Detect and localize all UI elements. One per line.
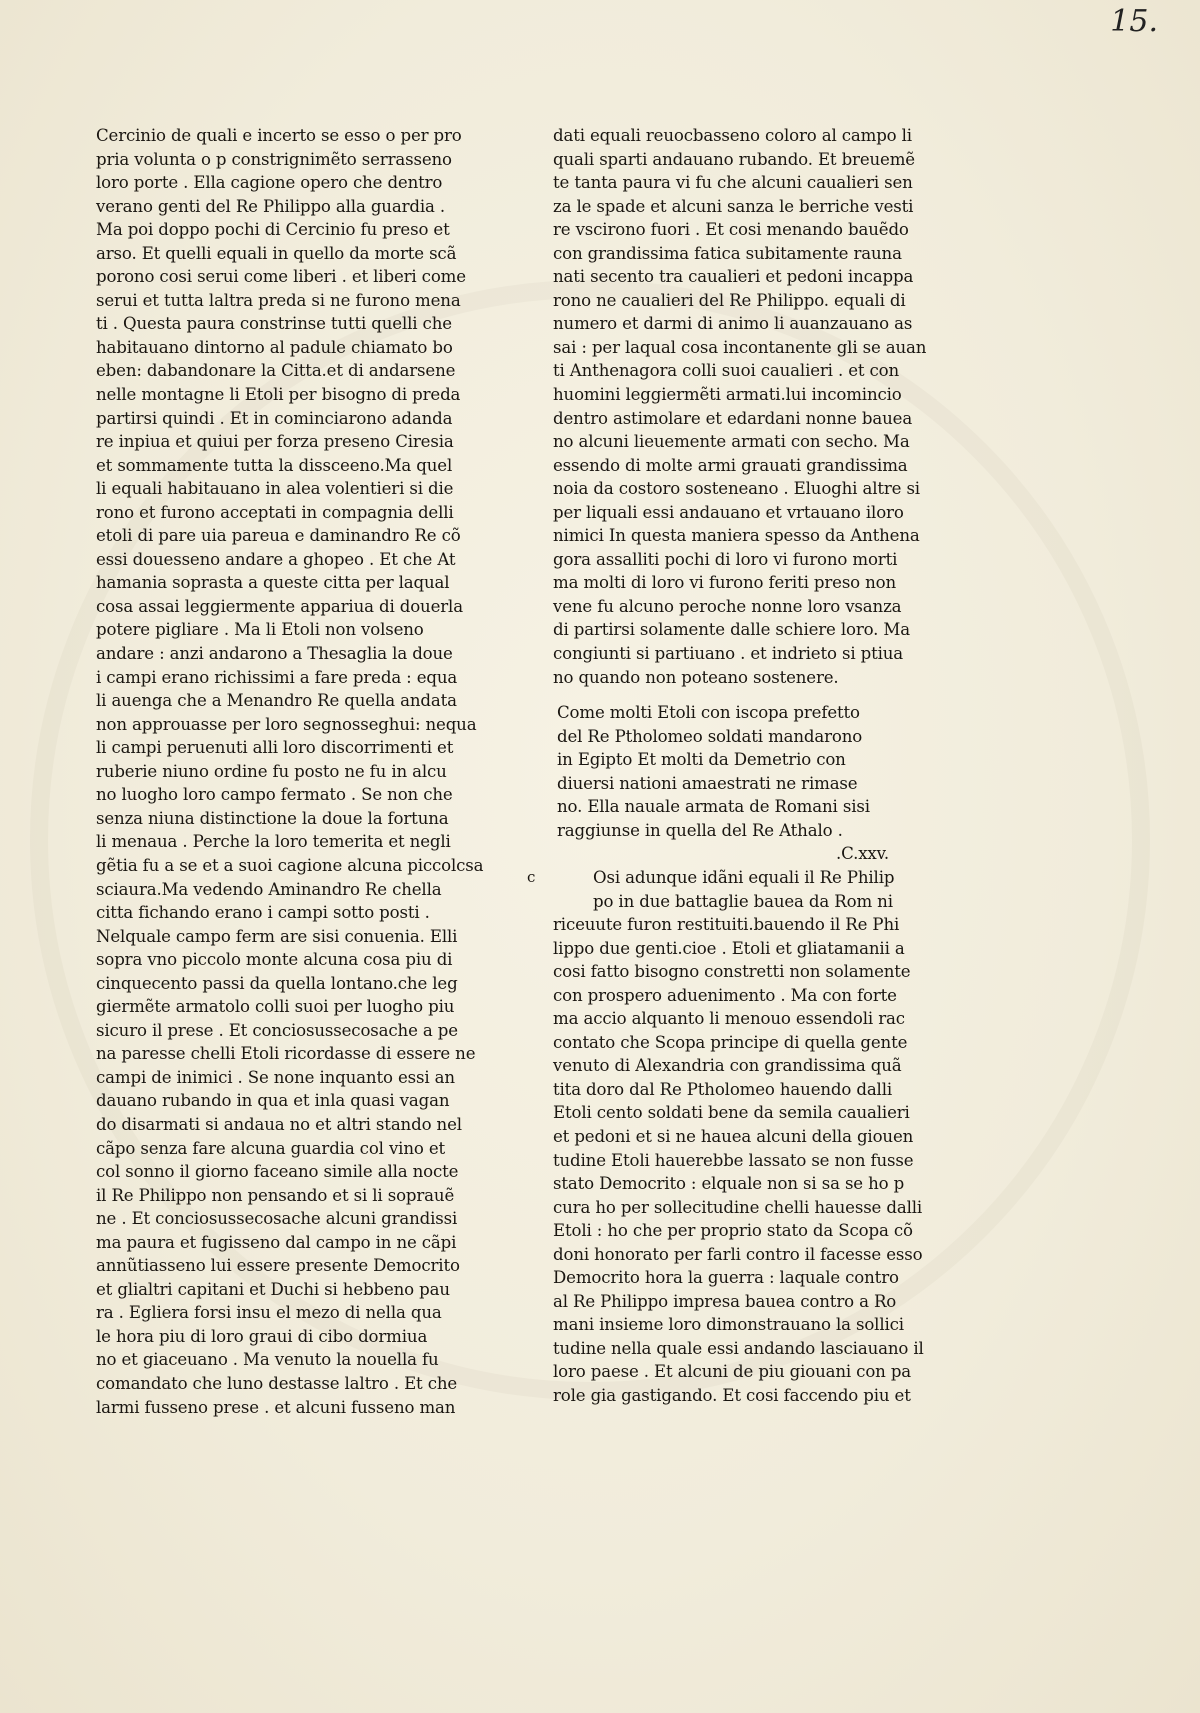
text-line: nelle montagne li Etoli per bisogno di preda	[96, 385, 461, 405]
text-line: za le spade et alcuni sanza le berriche vesti	[553, 196, 914, 216]
text-line: porono cosi serui come liberi . et liberi come	[96, 267, 466, 287]
text-line: et sommamente tutta la dissceeno.Ma quel	[96, 455, 453, 475]
text-line: arso. Et quelli equali in quello da morte scã	[96, 243, 457, 263]
text-line: sai : per laqual cosa incontanente gli se auan	[553, 337, 927, 357]
text-line: et pedoni et si ne hauea alcuni della giouen	[553, 1126, 914, 1146]
text-line: tita doro dal Re Ptholomeo hauendo dalli	[553, 1079, 893, 1099]
text-line: Ma poi doppo pochi di Cercinio fu preso et	[96, 220, 450, 240]
text-line: eben: dabandonare la Citta.et di andarsene	[96, 361, 456, 381]
text-line: re inpiua et quiui per forza preseno Ciresia	[96, 432, 454, 452]
text-line: essendo di molte armi grauati grandissima	[553, 455, 908, 475]
text-line: annũtiasseno lui essere presente Democrito	[96, 1256, 460, 1276]
text-line: li equali habitauano in alea volentieri si die	[96, 479, 454, 499]
text-line: ne . Et conciosussecosache alcuni grandissi	[96, 1209, 458, 1229]
text-line: dauano rubando in qua et inla quasi vagan	[96, 1091, 450, 1111]
text-line: Osi adunque idãni equali il Re Philip	[593, 867, 895, 887]
text-line: ma accio alquanto li menouo essendoli rac	[553, 1009, 905, 1029]
text-line: giermẽte armatolo colli suoi per luogho piu	[96, 997, 455, 1017]
text-line: tudine nella quale essi andando lasciauano il	[553, 1338, 924, 1358]
text-line: ruberie niuno ordine fu posto ne fu in alcu	[96, 761, 447, 781]
text-line: i campi erano richissimi a fare preda : equa	[96, 667, 458, 687]
text-line: di partirsi solamente dalle schiere loro. Ma	[553, 620, 911, 640]
text-line: Etoli : ho che per proprio stato da Scopa cõ	[553, 1221, 913, 1241]
text-line: ma molti di loro vi furono feriti preso non	[553, 573, 897, 593]
text-line: sicuro il prese . Et conciosussecosache a pe	[96, 1020, 458, 1040]
text-line: sciaura.Ma vedendo Aminandro Re chella	[96, 879, 442, 899]
right-column-top-text	[553, 124, 927, 689]
text-line: ma paura et fugisseno dal campo in ne cãpi	[96, 1232, 457, 1252]
text-line: no luogho loro campo fermato . Se non che	[96, 785, 453, 805]
text-line: stato Democrito : elquale non si sa se ho p	[553, 1174, 905, 1194]
text-line: rono et furono acceptati in compagnia delli	[96, 502, 454, 522]
text-line: al Re Philippo impresa bauea contro a Ro	[553, 1291, 897, 1311]
text-line: citta fichando erano i campi sotto posti .	[96, 903, 430, 923]
chapter-text	[527, 866, 924, 1408]
text-line: potere pigliare . Ma li Etoli non volseno	[96, 620, 424, 640]
text-line: no et giaceuano . Ma venuto la nouella fu	[96, 1350, 439, 1370]
text-line: dentro astimolare et edardani nonne bauea	[553, 408, 913, 428]
text-line: te tanta paura vi fu che alcuni caualieri sen	[553, 173, 913, 193]
text-line: venuto di Alexandria con grandissima quã	[553, 1056, 902, 1076]
text-line: do disarmati si andaua no et altri stando nel	[96, 1114, 462, 1134]
text-line: Come molti Etoli con iscopa prefetto	[557, 703, 860, 723]
folio-number: 15.	[1110, 4, 1158, 39]
text-line: habitauano dintorno al padule chiamato bo	[96, 337, 453, 357]
text-line: vene fu alcuno peroche nonne loro vsanza	[553, 596, 902, 616]
left-column	[96, 124, 484, 1419]
text-line: nimici In questa maniera spesso da Anthena	[553, 526, 920, 546]
text-line: congiunti si partiuano . et indrieto si ptiua	[553, 644, 904, 664]
text-line: et glialtri capitani et Duchi si hebbeno pau	[96, 1279, 450, 1299]
text-line: contato che Scopa principe di quella gente	[553, 1032, 908, 1052]
text-line: cãpo senza fare alcuna guardia col vino et	[96, 1138, 446, 1158]
text-line: cosi fatto bisogno constretti non solamente	[553, 962, 911, 982]
text-line: noia da costoro sosteneano . Eluoghi altre si	[553, 479, 920, 499]
text-line: re vscirono fuori . Et cosi menando bauẽdo	[553, 220, 909, 240]
text-line: non approuasse per loro segnosseghui: nequa	[96, 714, 477, 734]
text-line: con grandissima fatica subitamente rauna	[553, 243, 902, 263]
text-line: sopra vno piccolo monte alcuna cosa piu di	[96, 950, 453, 970]
text-line: mani insieme loro dimonstrauano la sollici	[553, 1315, 904, 1335]
text-line: dati equali reuocbasseno coloro al campo li	[553, 126, 912, 145]
text-line: partirsi quindi . Et in cominciarono adanda	[96, 408, 453, 428]
text-line: cinquecento passi da quella lontano.che leg	[96, 973, 458, 993]
text-line: quali sparti andauano rubando. Et breuemẽ	[553, 149, 915, 169]
text-line: Nelquale campo ferm are sisi conuenia. Elli	[96, 926, 458, 946]
text-line: del Re Ptholomeo soldati mandarono	[557, 726, 863, 746]
text-line: numero et darmi di animo li auanzauano as	[553, 314, 913, 334]
text-line: li auenga che a Menandro Re quella andata	[96, 691, 457, 711]
text-line: ti . Questa paura constrinse tutti quelli che	[96, 314, 452, 334]
text-line: rono ne caualieri del Re Philippo. equali di	[553, 290, 906, 310]
chapter-number: .C.xxv.	[835, 844, 889, 864]
text-line: etoli di pare uia pareua e daminandro Re cõ	[96, 526, 461, 546]
text-line: col sonno il giorno faceano simile alla nocte	[96, 1162, 459, 1182]
text-line: huomini leggiermẽti armati.lui incomincio	[553, 385, 902, 405]
text-line: il Re Philippo non pensando et si li soprauẽ	[96, 1185, 455, 1205]
text-line: Democrito hora la guerra : laquale contro	[553, 1268, 899, 1288]
text-line: essi douesseno andare a ghopeo . Et che At	[96, 549, 456, 569]
guide-letter: c	[527, 867, 536, 886]
text-line: no. Ella nauale armata de Romani sisi	[557, 797, 870, 817]
chapter-heading	[553, 701, 893, 842]
text-line: li menaua . Perche la loro temerita et negli	[96, 832, 451, 852]
text-line: Etoli cento soldati bene da semila caualieri	[553, 1103, 910, 1123]
text-line: na paresse chelli Etoli ricordasse di essere ne	[96, 1044, 476, 1064]
text-line: no alcuni lieuemente armati con secho. Ma	[553, 432, 910, 452]
text-line: serui et tutta laltra preda si ne furono mena	[96, 290, 461, 310]
text-line: gora assalliti pochi di loro vi furono morti	[553, 549, 898, 569]
text-line: lippo due genti.cioe . Etoli et gliatamanii a	[553, 938, 905, 958]
text-line: le hora piu di loro graui di cibo dormiua	[96, 1326, 428, 1346]
text-line: gẽtia fu a se et a suoi cagione alcuna piccolcsa	[96, 855, 484, 875]
text-line: campi de inimici . Se none inquanto essi an	[96, 1067, 455, 1087]
text-line: loro porte . Ella cagione opero che dentro	[96, 173, 443, 193]
text-line: ti Anthenagora colli suoi caualieri . et con	[553, 361, 900, 381]
text-line: per liquali essi andauano et vrtauano iloro	[553, 502, 904, 522]
text-line: in Egipto Et molti da Demetrio con	[557, 750, 846, 770]
text-line: tudine Etoli hauerebbe lassato se non fusse	[553, 1150, 914, 1170]
text-line: role gia gastigando. Et cosi faccendo piu et	[553, 1385, 911, 1405]
text-line: li campi peruenuti alli loro discorrimenti et	[96, 738, 454, 758]
text-line: nati secento tra caualieri et pedoni incappa	[553, 267, 914, 287]
text-line: verano genti del Re Philippo alla guardia .	[96, 196, 445, 216]
text-line: con prospero aduenimento . Ma con forte	[553, 985, 897, 1005]
text-line: no quando non poteano sostenere.	[553, 667, 839, 687]
text-line: pria volunta o p constrignimẽto serrasseno	[96, 149, 452, 169]
text-line: cura ho per sollecitudine chelli hauesse dalli	[553, 1197, 923, 1217]
text-line: diuersi nationi amaestrati ne rimase	[557, 773, 858, 793]
text-line: riceuute furon restituiti.bauendo il Re Phi	[553, 915, 900, 935]
text-line: senza niuna distinctione la doue la fortuna	[96, 808, 449, 828]
text-line: larmi fusseno prese . et alcuni fusseno man	[96, 1397, 456, 1417]
text-line: doni honorato per farli contro il facesse esso	[553, 1244, 923, 1264]
text-line: po in due battaglie bauea da Rom ni	[593, 891, 893, 911]
text-line: ra . Egliera forsi insu el mezo di nella qua	[96, 1303, 442, 1323]
text-line: raggiunse in quella del Re Athalo .	[557, 820, 843, 840]
text-line: loro paese . Et alcuni de piu giouani con pa	[553, 1362, 912, 1382]
right-column	[527, 124, 927, 1408]
text-line: hamania soprasta a queste citta per laqual	[96, 573, 450, 593]
text-line: andare : anzi andarono a Thesaglia la doue	[96, 644, 453, 664]
text-line: comandato che luno destasse laltro . Et che	[96, 1373, 458, 1393]
text-line: cosa assai leggiermente appariua di douerla	[96, 596, 463, 616]
text-line: Cercinio de quali e incerto se esso o per pro	[96, 126, 462, 145]
